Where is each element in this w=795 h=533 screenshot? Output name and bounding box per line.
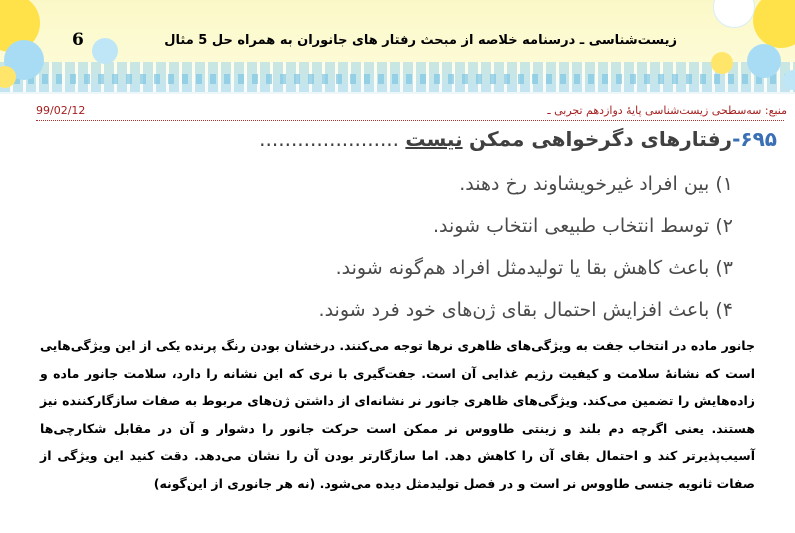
page-number: 6 (72, 30, 84, 50)
decorative-circle (713, 0, 755, 28)
question-stem (259, 127, 777, 151)
option-3: ۳) باعث کاهش بقا یا تولیدمثل افراد هم‌گونه شوند. (335, 257, 733, 279)
source-date: 99/02/12 (36, 104, 86, 117)
option-4: ۴) باعث افزایش احتمال بقای ژن‌های خود فرد شوند. (318, 299, 733, 321)
source-text: منبع: سه‌سطحی زیست‌شناسی پایهٔ دوازدهم تجربی ـ (543, 104, 787, 117)
question-number: ۶۹۵- (732, 127, 777, 151)
decorative-circle (747, 44, 781, 78)
option-2: ۲) توسط انتخاب طبیعی انتخاب شوند. (433, 215, 733, 237)
page-header (0, 0, 795, 94)
options-list (319, 168, 733, 336)
decorative-circle (92, 38, 118, 64)
answer-explanation: جانور ماده در انتخاب جفت به ویژگی‌های ظاهری نرها توجه می‌کنند. درخشان بودن رنگ پرنده یکی از این ویژگی‌هایی است که نشانهٔ سلامت و کیفیت رژیم غذایی آن است. جفت‌گیری با نری که این نشانه را دارد، سلامت جانور ماده و زاده‌هایش را تضمین می‌کند. ویژگی‌های ظاهری جانور نر نشانه‌ای از داشتن ژن‌های مربوط به صفات سازگارکننده نیز هستند. یعنی اگرچه دم بلند و زینتی طاووس نر ممکن است حرکت جانور را دشوار و آن در مقابل شکارچی‌ها آسیب‌پذیرتر کند و احتمال بقای آن را کاهش دهد. اما سازگارتر بودن آن را نشان می‌دهد. دقت کنید این ویژگی از صفات ثانویه جنسی طاووس نر است و در فصل تولیدمثل دیده می‌شود. (نه هر جانوری از این‌گونه) (40, 338, 755, 491)
decorative-circle (711, 52, 733, 74)
question-text: رفتارهای دگرخواهی ممکن (468, 127, 733, 151)
question-negation: نیست (405, 127, 463, 151)
decorative-circle (753, 0, 795, 48)
header-decoration-dashes (0, 74, 795, 84)
question-dots: ...................... (259, 127, 400, 151)
option-1: ۱) بین افراد غیرخویشاوند رخ دهند. (459, 173, 733, 195)
header-title: زیست‌شناسی ـ درسنامه خلاصه از مبحث رفتار های جانوران به همراه حل 5 مثال (164, 33, 677, 48)
